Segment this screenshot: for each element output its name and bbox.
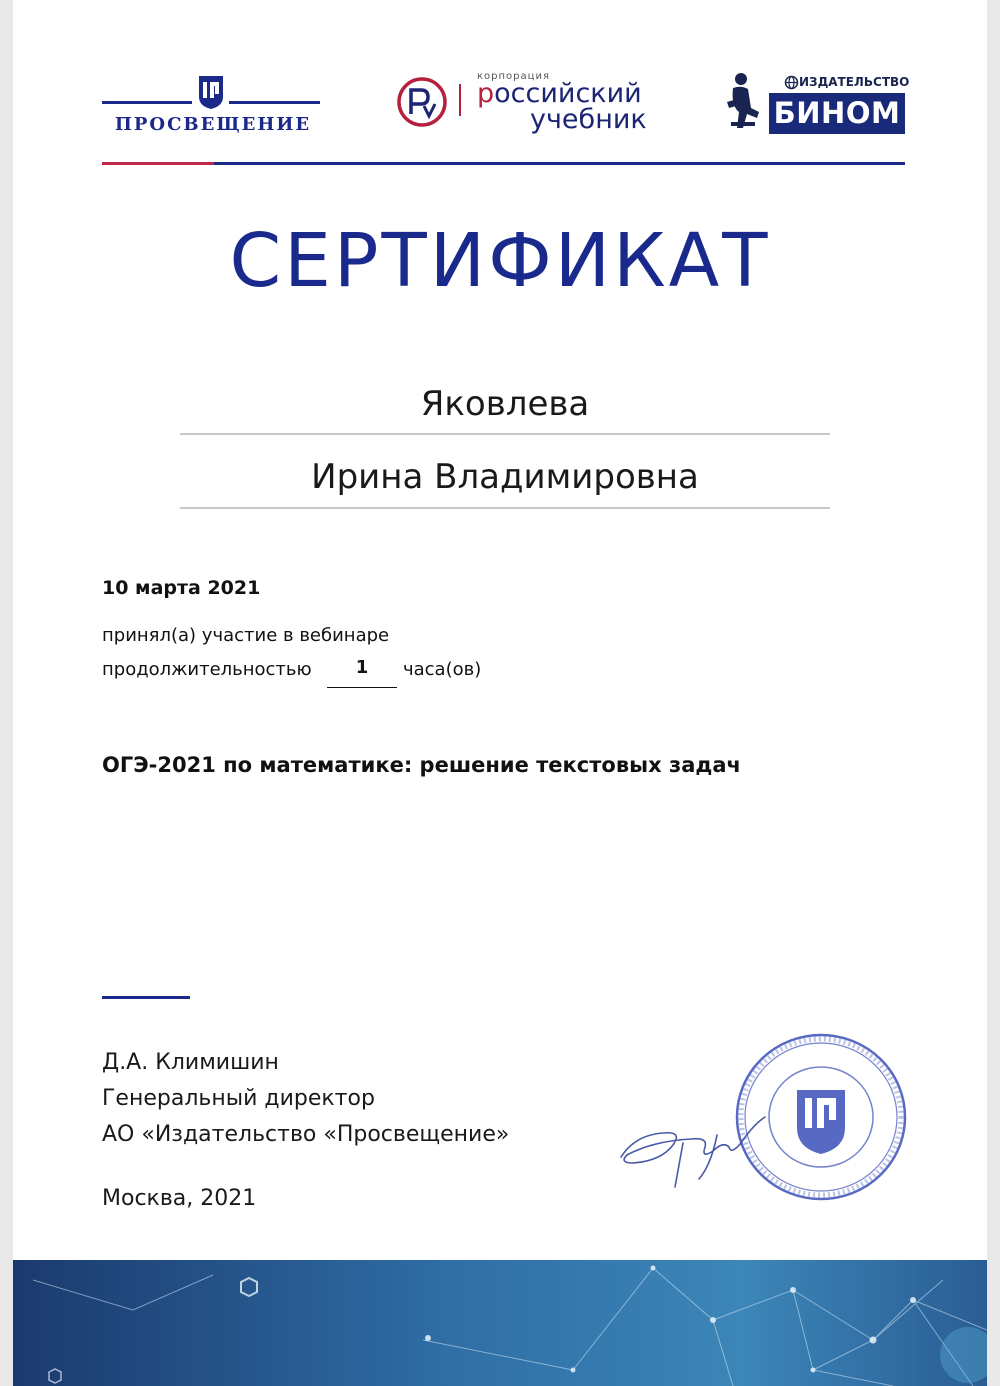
recipient-surname: Яковлева [420,384,590,424]
ru-logo-divider [459,84,461,116]
signature-block-rule [102,996,190,999]
signer-position: Генеральный директор [102,1086,375,1111]
event-date: 10 марта 2021 [102,577,261,599]
ru-logo-line1: российский [477,78,642,109]
certificate-title: СЕРТИФИКАТ [229,218,771,304]
signer-name: Д.А. Климишин [102,1050,279,1075]
recipient-given-names: Ирина Владимировна [311,457,699,497]
official-stamp [731,1030,911,1205]
webinar-title: ОГЭ-2021 по математике: решение текстовых задач [102,753,741,777]
given-names-underline [180,507,830,509]
binom-logo-main-text: БИНОМ [769,93,905,134]
header-divider [102,162,905,165]
duration-hours: 1 [355,657,369,678]
footer-network-band [13,1260,987,1386]
place-year: Москва, 2021 [102,1186,257,1211]
participation-text: принял(а) участие в вебинаре [102,625,390,646]
duration-underline [327,687,397,688]
ru-logo-line2: учебник [530,104,647,135]
logo-rule-left [102,101,192,104]
ru-logo-small-text: корпорация [477,71,550,82]
reading-person-icon [721,72,763,134]
prosveshchenie-emblem-icon [196,73,226,111]
logo-rule-right [229,101,320,104]
logo-prosveshchenie-text: ПРОСВЕЩЕНИЕ [114,114,312,135]
ru-circle-emblem-icon [395,76,451,128]
certificate-page [13,0,987,1386]
duration-unit: часа(ов) [403,659,482,680]
globe-icon [784,75,799,90]
surname-underline [180,433,830,435]
signer-organization: АО «Издательство «Просвещение» [102,1122,510,1147]
binom-logo-top-text: ИЗДАТЕЛЬСТВО [799,75,910,89]
duration-label: продолжительностью [102,659,312,680]
header-divider-accent [102,162,214,165]
